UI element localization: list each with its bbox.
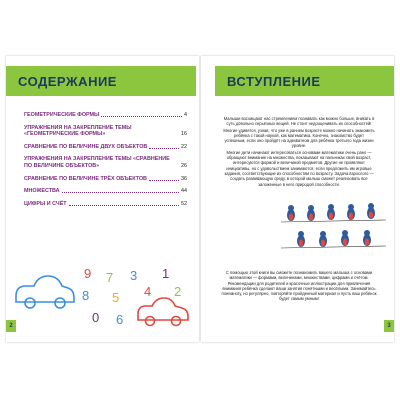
toc-item[interactable] [24, 125, 187, 138]
bird-icon [363, 230, 371, 246]
toc-item-page: 16 [181, 131, 187, 138]
bird-icon [327, 204, 335, 220]
toc-item-page: 52 [181, 200, 187, 207]
toc-item[interactable] [24, 201, 187, 208]
toc-leader-dots [149, 148, 179, 149]
toc-item[interactable] [24, 156, 187, 169]
toc-item-title: УПРАЖНЕНИЯ НА ЗАКРЕПЛЕНИЕ ТЕМЫ «ГЕОМЕТРИЧЕСКИЕ ФОРМЫ» [24, 124, 132, 138]
intro-text [223, 116, 375, 188]
intro-paragraph: Многие удивятся, узнав, что уже в раннем возрасте можно начинать знакомить ребёнка с такой наукой, как математика. Конечно, знакомство будет успешным, если оно пройдёт на адекватном для ребёнка третьего года жизни уровне. [223, 127, 375, 149]
bird-icon [341, 230, 349, 246]
bird-icon [319, 231, 327, 247]
toc-item-page: 44 [181, 188, 187, 195]
toc-item-title: УПРАЖНЕНИЯ НА ЗАКРЕПЛЕНИЕ ТЕМЫ «СРАВНЕНИЕ ПО ВЕЛИЧИНЕ ОБЪЕКТОВ» [24, 156, 170, 169]
birds-on-wire-illustration [281, 202, 386, 262]
table-of-contents [24, 112, 187, 213]
toc-leader-dots [69, 205, 179, 206]
digit: 8 [82, 288, 90, 303]
toc-item-title: СРАВНЕНИЕ ПО ВЕЛИЧИНЕ ТРЁХ ОБЪЕКТОВ [24, 175, 147, 182]
toc-item-page: 36 [181, 175, 187, 182]
digit: 5 [112, 290, 120, 305]
toc-item-page: 26 [181, 162, 187, 169]
digit: 3 [130, 268, 138, 283]
bird-icon [297, 231, 305, 247]
toc-item[interactable] [24, 144, 187, 151]
toc-item-title: МНОЖЕСТВА [24, 188, 60, 195]
toc-item[interactable] [24, 188, 187, 195]
right-page [201, 56, 394, 342]
toc-item-title: СРАВНЕНИЕ ПО ВЕЛИЧИНЕ ДВУХ ОБЪЕКТОВ [24, 143, 148, 150]
digit: 6 [116, 312, 124, 327]
contents-banner [6, 66, 196, 96]
intro-paragraph: С помощью этой книги вы сможете познакомить вашего малыша с основами математики — формами, величинами, множествами, цифрами и счётом. Рекомендации для родителей и красочные иллюстрации для привлечения внимания ребёнка сделают ваши занятия понятными и весёлыми. Занимайтесь понемногу, но регулярно, повторяйте пройденный материал и пусть ваш ребёнок будет самым умным! [221, 270, 377, 302]
bird-icon [367, 203, 375, 219]
digit: 4 [144, 284, 152, 299]
intro-text-2 [219, 270, 379, 302]
blue-car-icon [16, 276, 74, 308]
toc-leader-dots [101, 116, 182, 117]
intro-banner [215, 66, 394, 96]
bird-icon [347, 204, 355, 220]
toc-item[interactable] [24, 176, 187, 183]
toc-item-title: ЦИФРЫ И СЧЁТ [24, 200, 67, 207]
digit: 2 [174, 284, 182, 299]
bird-icon [287, 205, 295, 221]
digit: 0 [92, 310, 100, 325]
red-car-icon [138, 298, 188, 326]
bird-icon [307, 205, 315, 221]
toc-item-page: 4 [184, 112, 187, 118]
digit: 9 [84, 266, 92, 281]
toc-leader-dots [62, 192, 179, 193]
left-page [6, 56, 199, 342]
page-number: 2 [6, 320, 16, 332]
digit: 1 [162, 266, 170, 281]
intro-heading: ВСТУПЛЕНИЕ [227, 73, 321, 89]
cars-and-digits-illustration [12, 256, 197, 331]
toc-item[interactable] [24, 112, 187, 119]
digit: 7 [106, 270, 114, 285]
page-number: 3 [384, 320, 394, 332]
toc-item-title: ГЕОМЕТРИЧЕСКИЕ ФОРМЫ [24, 112, 100, 118]
contents-heading: СОДЕРЖАНИЕ [18, 73, 117, 89]
intro-paragraph: Многие дети начинают интересоваться основами математики очень рано — обращают внимание на множества, показывают на пальчиках свой возраст, интересуются формой и величиной предметов. Другие не проявляют инициативы, но с удовольствием занимаются, если предложить им игровые задания, соответствующие их способностям по возрасту. Задача взрослого — создать развивающую среду, в которой малыш сможет реализовать все заложенные в него природой способности. [224, 149, 374, 187]
toc-leader-dots [149, 180, 179, 181]
intro-paragraph: Малыши восхищают нас стремлением познавать как можно больше, вникать в суть довольно серьёзных вещей. Не стоит недооценивать их способностей! [223, 116, 375, 127]
toc-item-page: 22 [181, 143, 187, 150]
